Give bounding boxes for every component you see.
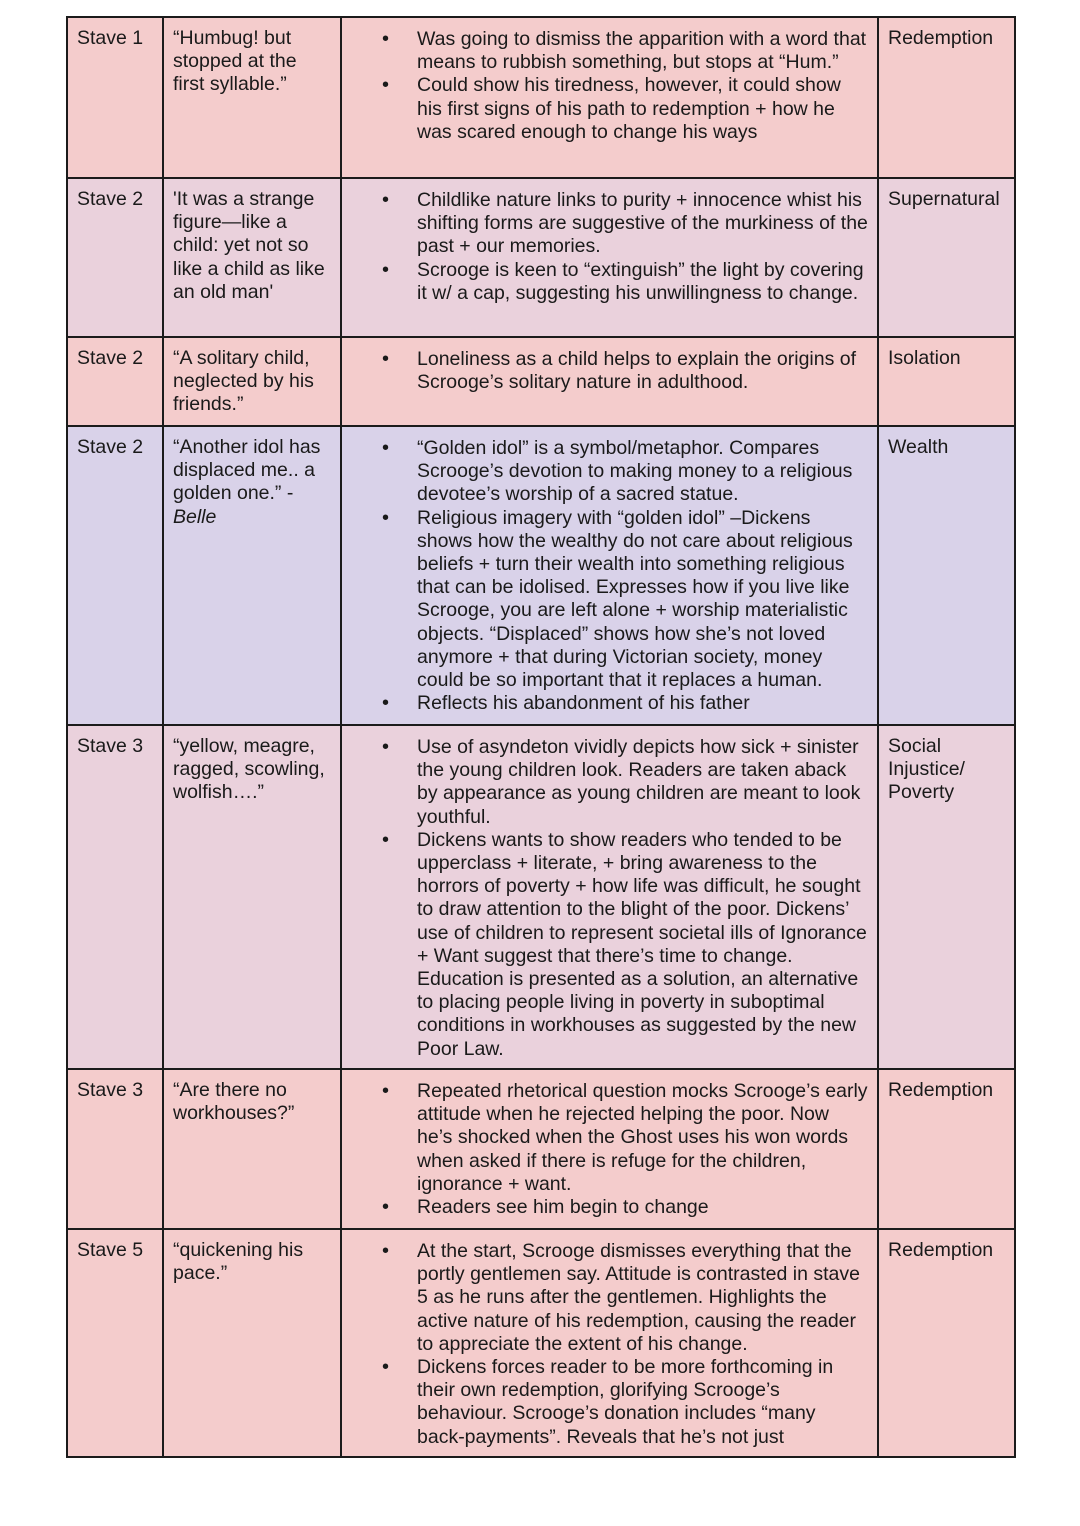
stave-cell: Stave 3 bbox=[67, 1069, 163, 1229]
quote-speaker: Belle bbox=[173, 505, 217, 528]
analysis-cell bbox=[341, 725, 878, 1069]
analysis-point: • Repeated rhetorical question mocks Scrooge’s early attitude when he rejected helping the poor. Now he’s shocked when the Ghost uses his won words when asked if there is refuge for the children, ignorance + want. bbox=[342, 1080, 868, 1196]
analysis-cell bbox=[341, 337, 878, 426]
analysis-point: • At the start, Scrooge dismisses everything that the portly gentlemen say. Attitude is contrasted in stave 5 as he runs after the gentlemen. Highlights the active nature of his redemption, causing the reader to appreciate the extent of his change. bbox=[342, 1240, 868, 1356]
quote-cell bbox=[163, 178, 341, 337]
analysis-cell bbox=[341, 1069, 878, 1229]
stave-cell: Stave 2 bbox=[67, 426, 163, 725]
analysis-point: • Dickens forces reader to be more forthcoming in their own redemption, glorifying Scrooge’s behaviour. Scrooge’s donation includes “many back-payments”. Reveals that he’s not just bbox=[342, 1356, 868, 1449]
analysis-cell bbox=[341, 426, 878, 725]
quote-text: “yellow, meagre, ragged, scowling, wolfish….” bbox=[173, 735, 325, 804]
table-row bbox=[67, 178, 1015, 337]
table-row bbox=[67, 17, 1015, 178]
table-row bbox=[67, 725, 1015, 1069]
table-row bbox=[67, 1229, 1015, 1457]
table-row bbox=[67, 1069, 1015, 1229]
quote-cell bbox=[163, 1229, 341, 1457]
analysis-point: • Loneliness as a child helps to explain the origins of Scrooge’s solitary nature in adulthood. bbox=[342, 348, 868, 394]
analysis-point: • “Golden idol” is a symbol/metaphor. Compares Scrooge’s devotion to making money to a religious devotee’s worship of a sacred statue. bbox=[342, 437, 868, 507]
quote-text: “Another idol has displaced me.. a golden one.” - bbox=[173, 436, 321, 505]
analysis-list bbox=[342, 189, 868, 305]
analysis-point: • Could show his tiredness, however, it could show his first signs of his path to redemption + how he was scared enough to change his ways bbox=[342, 74, 868, 144]
quote-text: “Are there no workhouses?” bbox=[173, 1079, 295, 1125]
analysis-point: • Religious imagery with “golden idol” –Dickens shows how the wealthy do not care about religious beliefs + turn their wealth into something religious that can be idolised. Expresses how if you live like Scrooge, you are left alone + worship materialistic objects. “Displaced” shows how she’s not loved anymore + that during Victorian society, money could be so important that it replaces a human. bbox=[342, 507, 868, 693]
analysis-point: • Scrooge is keen to “extinguish” the light by covering it w/ a cap, suggesting his unwillingness to change. bbox=[342, 259, 868, 305]
quote-text: “Humbug! but stopped at the first syllable.” bbox=[173, 27, 297, 96]
analysis-cell bbox=[341, 1229, 878, 1457]
theme-cell: Supernatural bbox=[878, 178, 1015, 337]
theme-cell: Isolation bbox=[878, 337, 1015, 426]
quote-cell bbox=[163, 1069, 341, 1229]
analysis-point: • Reflects his abandonment of his father bbox=[342, 692, 868, 715]
quote-text: “quickening his pace.” bbox=[173, 1239, 304, 1285]
analysis-list bbox=[342, 736, 868, 1061]
analysis-list bbox=[342, 437, 868, 715]
stave-cell: Stave 5 bbox=[67, 1229, 163, 1457]
quote-text: “A solitary child, neglected by his friends.” bbox=[173, 347, 314, 416]
theme-cell: Wealth bbox=[878, 426, 1015, 725]
table-row bbox=[67, 337, 1015, 426]
analysis-list bbox=[342, 348, 868, 394]
stave-cell: Stave 1 bbox=[67, 17, 163, 178]
stave-cell: Stave 3 bbox=[67, 725, 163, 1069]
theme-cell: Redemption bbox=[878, 17, 1015, 178]
analysis-point: • Dickens wants to show readers who tended to be upperclass + literate, + bring awareness to the horrors of poverty + how life was difficult, he sought to draw attention to the blight of the poor. Dickens’ use of children to represent societal ills of Ignorance + Want suggest that there’s time to change. Education is presented as a solution, an alternative to placing people living in poverty in suboptimal conditions in workhouses as suggested by the new Poor Law. bbox=[342, 829, 868, 1061]
analysis-point: • Use of asyndeton vividly depicts how sick + sinister the young children look. Readers are taken aback by appearance as young children are meant to look youthful. bbox=[342, 736, 868, 829]
analysis-point: • Readers see him begin to change bbox=[342, 1196, 868, 1219]
quote-analysis-table bbox=[66, 16, 1016, 1458]
theme-cell: Redemption bbox=[878, 1229, 1015, 1457]
analysis-list bbox=[342, 28, 868, 144]
stave-cell: Stave 2 bbox=[67, 337, 163, 426]
quote-cell bbox=[163, 725, 341, 1069]
quote-cell bbox=[163, 426, 341, 725]
analysis-point: • Childlike nature links to purity + innocence whist his shifting forms are suggestive of the murkiness of the past + our memories. bbox=[342, 189, 868, 259]
analysis-cell bbox=[341, 178, 878, 337]
theme-cell: Social Injustice/ Poverty bbox=[878, 725, 1015, 1069]
analysis-point: • Was going to dismiss the apparition with a word that means to rubbish something, but stops at “Hum.” bbox=[342, 28, 868, 74]
quote-cell bbox=[163, 337, 341, 426]
table-row bbox=[67, 426, 1015, 725]
analysis-cell bbox=[341, 17, 878, 178]
analysis-list bbox=[342, 1080, 868, 1219]
analysis-list bbox=[342, 1240, 868, 1449]
quote-text: 'It was a strange figure—like a child: yet not so like a child as like an old man' bbox=[173, 188, 325, 303]
quote-cell bbox=[163, 17, 341, 178]
theme-cell: Redemption bbox=[878, 1069, 1015, 1229]
stave-cell: Stave 2 bbox=[67, 178, 163, 337]
